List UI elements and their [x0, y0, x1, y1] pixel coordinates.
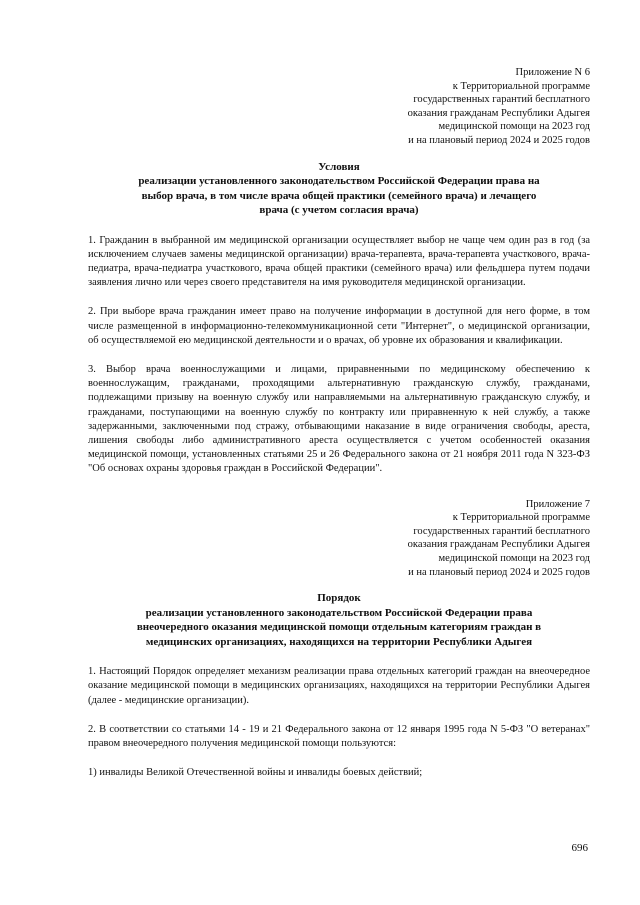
appendix-line: Приложение N 6	[515, 67, 590, 78]
conditions-paragraph-2: 2. При выборе врача гражданин имеет право на получение информации в доступной для него форме, в том числе размещенной в информационно-телекоммуникационной сети "Интернет", о медицинской организации, об осуществляемой ею медицинской деятельности и о врачах, об уровне их образования и квалификации.	[88, 306, 590, 346]
title-line: реализации установленного законодательством Российской Федерации права на	[138, 175, 540, 188]
appendix-line: оказания гражданам Республики Адыгея	[407, 107, 590, 119]
appendix-line: Приложение 7	[525, 498, 590, 510]
appendix-line: к Территориальной программе	[452, 80, 590, 92]
appendix-line: медицинской помощи на 2023 год	[438, 121, 590, 133]
title-line: внеочередного оказания медицинской помощи отдельным категориям граждан в	[136, 621, 542, 634]
procedure-title	[88, 591, 590, 649]
conditions-title	[88, 160, 590, 218]
title-line: выбор врача, в том числе врача общей практики (семейного врача) и лечащего	[141, 189, 537, 202]
appendix-line: государственных гарантий бесплатного	[413, 525, 590, 537]
conditions-paragraph-3: 3. Выбор врача военнослужащими и лицами, приравненными по медицинскому обеспечению к военнослужащим, гражданами, проходящими альтернативную гражданскую службу, гражданами, подлежащими призыву на военную службу или направляемыми на альтернативную гражданскую службу, и гражданами, поступающими на военную службу по контракту или приравненную к ней службу, а также задержанными, заключенными под стражу, отбывающими наказание в виде ограничения свободы, ареста, лишения свободы либо административного ареста осуществляется с учетом особенностей оказания медицинской помощи, установленных статьями 25 и 26 Федерального закона от 21 ноября 2011 года N 323-ФЗ "Об основах охраны здоровья граждан в Российской Федерации".	[88, 363, 590, 475]
appendix-line: к Территориальной программе	[452, 512, 590, 524]
title-line: медицинских организациях, находящихся на территории Республики Адыгея	[145, 635, 533, 648]
procedure-paragraph-2: 2. В соответствии со статьями 14 - 19 и 21 Федерального закона от 12 января 1995 года N 5-ФЗ "О ветеранах" правом внеочередного получения медицинской помощи пользуются:	[88, 723, 590, 749]
appendix-6-header	[88, 66, 590, 148]
appendix-line: государственных гарантий бесплатного	[413, 94, 590, 106]
appendix-line: медицинской помощи на 2023 год	[438, 552, 590, 564]
title-line: реализации установленного законодательством Российской Федерации права	[145, 606, 533, 619]
procedure-paragraph-1: 1. Настоящий Порядок определяет механизм реализации права отдельных категорий граждан на внеочередное оказание медицинской помощи в медицинских организациях, находящихся на территории Республики Адыгея (далее - медицинские организации).	[88, 666, 590, 706]
appendix-7-header	[88, 498, 590, 580]
title-line: врача (с учетом согласия врача)	[259, 204, 419, 217]
appendix-line: и на плановый период 2024 и 2025 годов	[408, 134, 590, 146]
title-line: Условия	[318, 160, 360, 173]
appendix-line: и на плановый период 2024 и 2025 годов	[408, 566, 590, 578]
conditions-paragraph-1: 1. Гражданин в выбранной им медицинской организации осуществляет выбор не чаще чем один раз в год (за исключением случаев замены медицинской организации) врача-терапевта, врача-терапевта участкового, врача-педиатра, врача-педиатра участкового, врача общей практики (семейного врача) или фельдшера путем подачи заявления лично или через своего представителя на имя руководителя медицинской организации.	[88, 234, 590, 289]
title-line: Порядок	[317, 592, 361, 605]
page-number: 696	[571, 842, 588, 854]
procedure-list-item-1: 1) инвалиды Великой Отечественной войны и инвалиды боевых действий;	[88, 767, 423, 779]
appendix-line: оказания гражданам Республики Адыгея	[407, 539, 590, 551]
